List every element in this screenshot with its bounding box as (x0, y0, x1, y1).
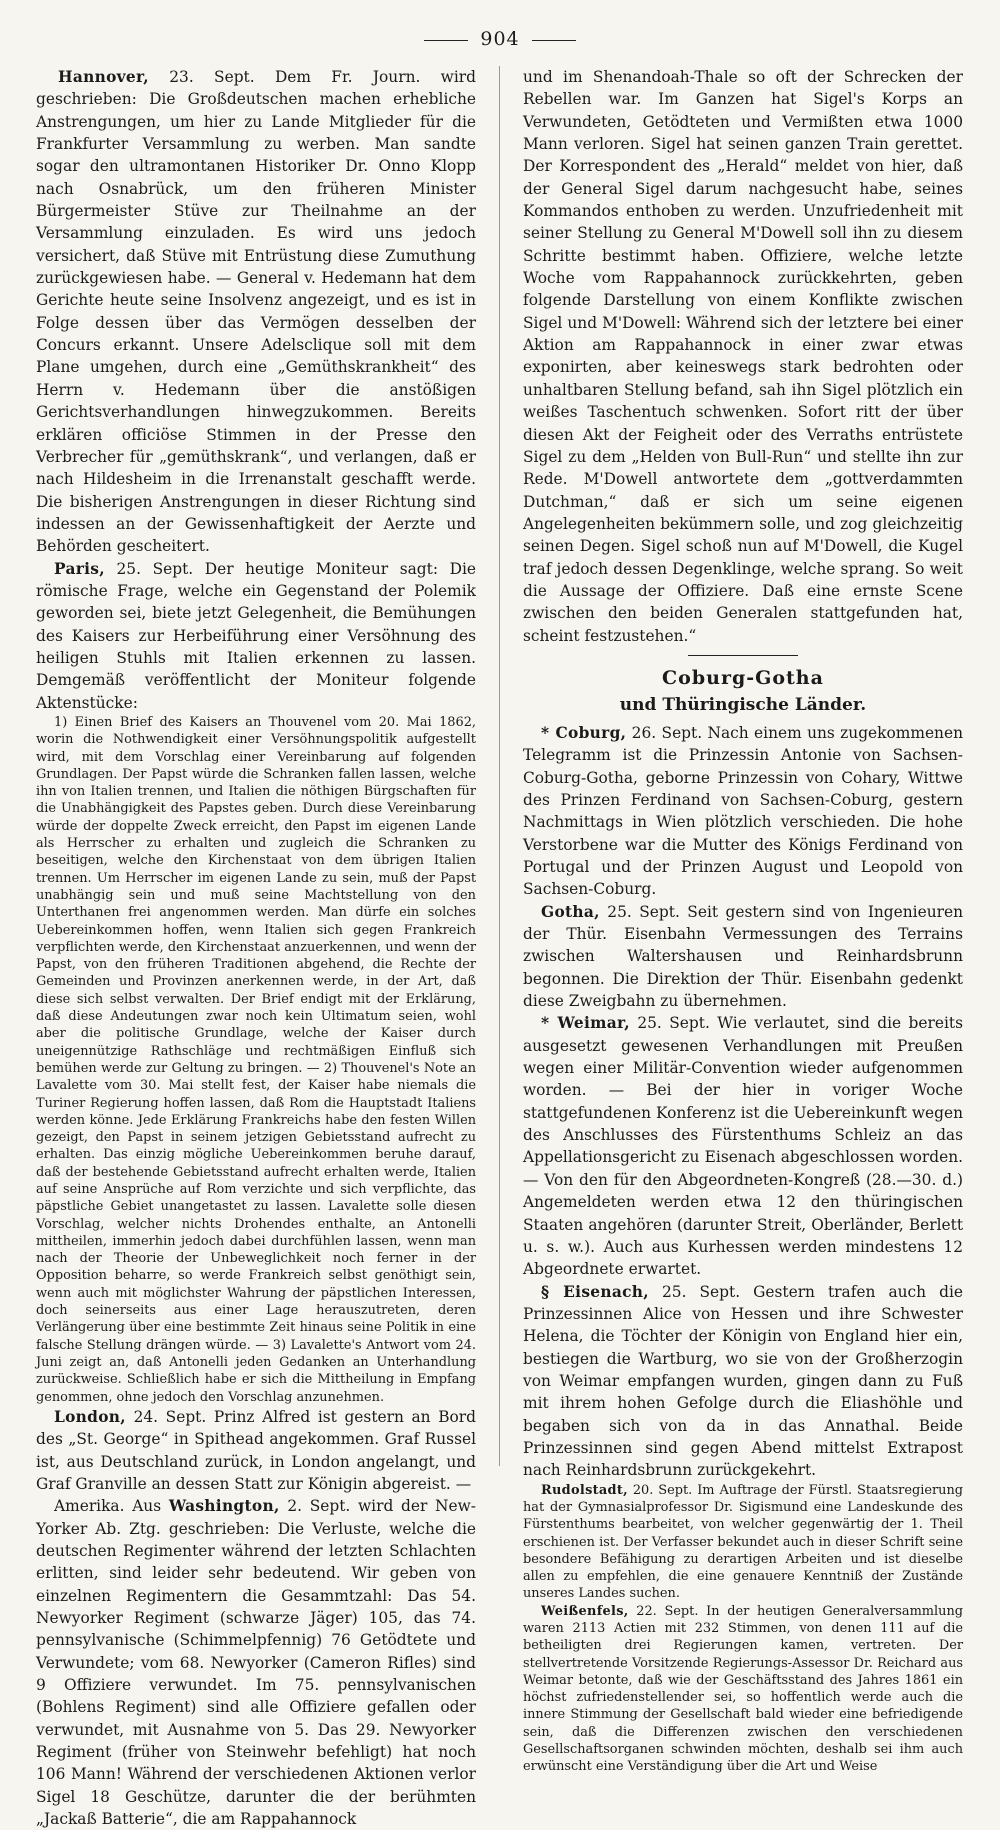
dateline-paris: Paris, (54, 559, 105, 578)
right-column (523, 66, 963, 1775)
dateline-weissenfels: Weißenfels, (541, 1603, 629, 1619)
left-column (36, 66, 476, 1829)
section-subtitle: und Thüringische Länder. (619, 694, 867, 715)
text-coburg: 26. Sept. Nach einem uns zugekommenen Telegramm ist die Prinzessin Antonie von Sachsen-Coburg-Gotha, geborne Prinzessin von Cohary, Wittwe des Prinzen Ferdinand von Sachsen-Coburg, gestern Nachmittags in Wien plötzlich verschieden. Die hohe Verstorbene war die Mutter des Königs Ferdinand von Portugal und der Prinzen August und Leopold von Sachsen-Coburg. (523, 723, 963, 899)
header-rule-left (424, 40, 468, 41)
text-london: 24. Sept. Prinz Alfred ist gestern an Bord des „St. George“ in Spithead angekommen. Graf Russel ist, aus Deutschland zurück, in London angelangt, und Graf Granville an dessen Statt zur Königin abgereist. — (36, 1407, 476, 1493)
text-paris: 25. Sept. Der heutige Moniteur sagt: Die römische Frage, welche ein Gegenstand der Polemik geworden sei, biete jetzt Gelegenheit, die Bemühungen des Kaisers zur Herbeiführung einer Versöhnung des heiligen Stuhls mit Italien erkennen zu lassen. Demgemäß veröffentlicht der Moniteur folgende Aktenstücke: (36, 559, 476, 712)
page-number-header (0, 28, 1000, 50)
paris-documents: 1) Einen Brief des Kaisers an Thouvenel vom 20. Mai 1862, worin die Nothwendigkeit einer Versöhnungspolitik aufgestellt wird, mit dem Vorschlag einer Vereinbarung auf folgenden Grundlagen. Der Papst würde die Schranken fallen lassen, welche ihn von Italien trennen, und Italien die nöthigen Bürgschaften für die Unabhängigkeit des Papstes geben. Durch diese Vereinbarung würde der doppelte Zweck erreicht, den Papst im eigenen Lande als Herrscher zu erhalten und zugleich die Schranken zu beseitigen, welche den Kirchenstaat von dem übrigen Italien trennen. Um Herrscher im eigenen Lande zu sein, muß der Papst unabhängig sein und muß seine Machtstellung von den Unterthanen frei angenommen werden. Man dürfe ein solches Uebereinkommen hoffen, wenn Italien sich gegen Frankreich verpflichten werde, den Kirchenstaat anzuerkennen, und wenn der Papst, von den früheren Traditionen abgehend, die Rechte der Gemeinden und Provinzen anerkennen werde, in der Art, daß diese sich selbst verwalten. Der Brief endigt mit der Erklärung, daß diese Andeutungen zwar noch kein Ultimatum seien, wohl aber die politische Grundlage, welche der Kaiser durch uneigennützige Rathschläge und rechtmäßigen Einfluß sich bemühen werde zur Geltung zu bringen. — 2) Thouvenel's Note an Lavalette vom 30. Mai stellt fest, der Kaiser habe niemals die Turiner Regierung hoffen lassen, daß Rom die Hauptstadt Italiens werden könne. Jede Erklärung Frankreichs habe den festen Willen gezeigt, den Papst in seinem jetzigen Gebietsstand aufrecht zu erhalten. Das einzig mögliche Uebereinkommen beruhe darauf, daß der bestehende Gebietsstand aufrecht erhalten werde, Italien auf seine Ansprüche auf Rom verzichte und sich verpflichte, das päpstliche Gebiet unangetastet zu lassen. Lavalette solle diesen Vorschlag, welcher nichts Drohendes enthalte, an Antonelli mittheilen, immerhin jedoch dabei durchfühlen lassen, wenn man nach der Theorie der Unbeweglichkeit noch ferner in der Opposition beharre, so werde Frankreich selbst genöthigt sein, wenn auch mit möglichster Wahrung der päpstlichen Interessen, doch seinerseits aus einer Lage herauszutreten, deren Verlängerung über eine bestimmte Zeit hinaus seine Politik in eine falsche Stellung drängen würde. — 3) Lavalette's Antwort vom 24. Juni zeigt an, daß Antonelli jeden Gedanken an Unterhandlung zurückweise. Schließlich habe er sich die Mittheilung in Empfang genommen, ohne jedoch den Vorschlag anzunehmen. (36, 714, 476, 1405)
text-eisenach: 25. Sept. Gestern trafen auch die Prinzessinnen Alice von Hessen und ihre Schwester Helena, die Töchter der Königin von England hier ein, bestiegen die Wartburg, wo sie von der Großherzogin von Weimar empfangen wurden, gingen dann zu Fuß mit ihrem hohen Gefolge durch die Eliashöhle und begaben sich von da in das Annathal. Beide Prinzessinnen sind gegen Abend mittelst Extrapost nach Reinhardsbrunn zurückgekehrt. (523, 1282, 963, 1480)
text-weissenfels: 22. Sept. In der heutigen Generalversammlung waren 2113 Actien mit 232 Stimmen, von denen 111 auf die betheiligten drei Regierungen kamen, vertreten. Der stellvertretende Vorsitzende Regierungs-Assessor Dr. Reichard aus Weimar betonte, daß wie der Geschäftsstand des Jahres 1861 ein höchst zufriedenstellender sei, so hoffentlich werde auch die innere Stimmung der Gesellschaft bald wieder eine befriedigende sein, daß die Differenzen zwischen den verschiedenen Gesellschaftsorganen schwinden möchten, deshalb sei ihm auch erwünscht eine Verständigung über die Art und Weise (523, 1603, 963, 1775)
dateline-london: London, (54, 1407, 126, 1426)
article-amerika (36, 1495, 476, 1830)
article-weimar (523, 1012, 963, 1280)
dateline-coburg: * Coburg, (541, 723, 627, 742)
article-paris (36, 558, 476, 714)
text-weimar: 25. Sept. Wie verlautet, sind die bereits ausgesetzt gewesenen Verhandlungen mit Preußen wegen einer Militär-Convention wieder aufgenommen worden. — Bei der hier in voriger Woche stattgefundenen Konferenz ist die Uebereinkunft wegen des Anschlusses des Fürstenthums Schleiz an das Appellationsgericht zu Eisenach abgeschlossen worden. — Von den für den Abgeordneten-Kongreß (28.—30. d.) Angemeldeten werden etwa 12 den thüringischen Staaten angehören (darunter Streit, Oberländer, Berlett u. s. w.). Auch aus Kurhessen werden mindestens 12 Abgeordnete erwartet. (523, 1014, 963, 1279)
column-divider (499, 66, 500, 1466)
header-rule-right (532, 40, 576, 41)
article-rudolstadt (523, 1482, 963, 1603)
dateline-gotha: Gotha, (541, 902, 600, 921)
lead-amerika: Amerika. Aus (54, 1497, 169, 1516)
article-london (36, 1406, 476, 1495)
text-gotha: 25. Sept. Seit gestern sind von Ingenieuren der Thür. Eisenbahn Vermessungen des Terrains zwischen Waltershausen und Reinhardsbrunn begonnen. Die Direktion der Thür. Eisenbahn gedenkt diese Zweigbahn zu übernehmen. (523, 902, 963, 1011)
article-gotha (523, 901, 963, 1013)
text-hannover: 23. Sept. Dem Fr. Journ. wird geschrieben: Die Großdeutschen machen erhebliche Anstrengungen, um hier zu Lande Mitglieder für die Frankfurter Versammlung zu werben. Man sandte sogar den ultramontanen Historiker Dr. Onno Klopp nach Osnabrück, um den früheren Minister Bürgermeister Stüve zur Theilnahme an der Versammlung einzuladen. Es wird uns jedoch versichert, daß Stüve mit Entrüstung diese Zumuthung zurückgewiesen habe. — General v. Hedemann hat dem Gerichte heute seine Insolvenz angezeigt, und es ist in Folge dessen über das Vermögen desselben der Concurs erkannt. Unsere Adelsclique soll mit dem Plane umgehen, durch eine „Gemüthskrankheit“ des Herrn v. Hedemann über die anstößigen Gerichtsverhandlungen hinwegzukommen. Bereits erklären officiöse Stimmen in der Presse den Verbrecher für „gemüthskrank“, und verlangen, daß er nach Hildesheim in die Irrenanstalt geschafft werde. Die bisherigen Anstrengungen in dieser Richtung sind indessen an der Gewissenhaftigkeit der Aerzte und Behörden gescheitert. (36, 68, 476, 556)
text-rudolstadt: 20. Sept. Im Auftrage der Fürstl. Staatsregierung hat der Gymnasialprofessor Dr. Sigismund eine Landeskunde des Fürstenthums bearbeitet, von welcher gegenwärtig der 1. Theil erschienen ist. Der Verfasser bekundet auch in dieser Schrift seine besondere Befähigung zu derartigen Arbeiten und ist dieselbe allen zu empfehlen, die eine genauere Kenntniß der Zustände unseres Landes suchen. (523, 1482, 963, 1602)
dateline-hannover: Hannover, (58, 68, 149, 86)
article-weissenfels (523, 1603, 963, 1776)
dateline-weimar: * Weimar, (541, 1014, 630, 1033)
article-coburg (523, 722, 963, 901)
section-rule (688, 655, 798, 656)
article-hannover (36, 66, 476, 558)
dateline-washington: Washington, (168, 1497, 280, 1516)
section-title: Coburg-Gotha (662, 666, 824, 689)
dateline-rudolstadt: Rudolstadt, (541, 1482, 628, 1498)
article-amerika-continued: und im Shenandoah-Thale so oft der Schrecken der Rebellen war. Im Ganzen hat Sigel's Korps an Verwundeten, Getödteten und Vermißten etwa 1000 Mann verloren. Sigel hat seinen ganzen Train gerettet. Der Korrespondent des „Herald“ meldet von hier, daß der General Sigel darum nachgesucht habe, seines Kommandos enthoben zu werden. Unzufriedenheit mit seiner Stellung zu General M'Dowell soll ihn zu diesem Schritte bestimmt haben. Offiziere, welche letzte Woche vom Rappahannock zurückkehrten, geben folgende Darstellung von einem Konflikte zwischen Sigel und M'Dowell: Während sich der letztere bei einer Aktion am Rappahannock in einer zwar etwas exponirten, aber keineswegs stark bedrohten oder unhaltbaren Stellung befand, sah ihn Sigel plötzlich ein weißes Taschentuch schwenken. Sofort ritt der über diesen Akt der Feigheit oder des Verraths entrüstete Sigel zu dem „Helden von Bull-Run“ und stellte ihn zur Rede. M'Dowell antwortete dem „gottverdammten Dutchman,“ daß er sich um seine eigenen Angelegenheiten bekümmern solle, und zog gleichzeitig seinen Degen. Sigel schoß nun auf M'Dowell, die Kugel traf jedoch dessen Degenklinge, welche sprang. So weit die Aussage der Offiziere. Daß eine ernste Scene zwischen den beiden Generalen stattgefunden hat, scheint festzustehen.“ (523, 68, 963, 645)
dateline-eisenach: § Eisenach, (541, 1282, 649, 1301)
text-amerika: 2. Sept. wird der New-Yorker Ab. Ztg. geschrieben: Die Verluste, welche die deutschen Regimenter während der letzten Schlachten erlitten, sind leider sehr bedeutend. Wir geben von einzelnen Regimentern die Gesammtzahl: Das 54. Newyorker Regiment (schwarze Jäger) 105, das 74. pennsylvanische (Schimmelpfennig) 76 Getödtete und Verwundete; vom 68. Newyorker (Cameron Rifles) sind 9 Offiziere verwundet. Im 75. pennsylvanischen (Bohlens Regiment) sind alle Offiziere gefallen oder verwundet, mit Ausnahme von 5. Das 29. Newyorker Regiment (früher von Steinwehr befehligt) hat noch 106 Mann! Während der verschiedenen Aktionen verlor Sigel 18 Geschütze, darunter die der berühmten „Jackaß Batterie“, die am Rappahannock (36, 1497, 476, 1829)
page-number: 904 (480, 28, 520, 50)
article-eisenach (523, 1281, 963, 1482)
